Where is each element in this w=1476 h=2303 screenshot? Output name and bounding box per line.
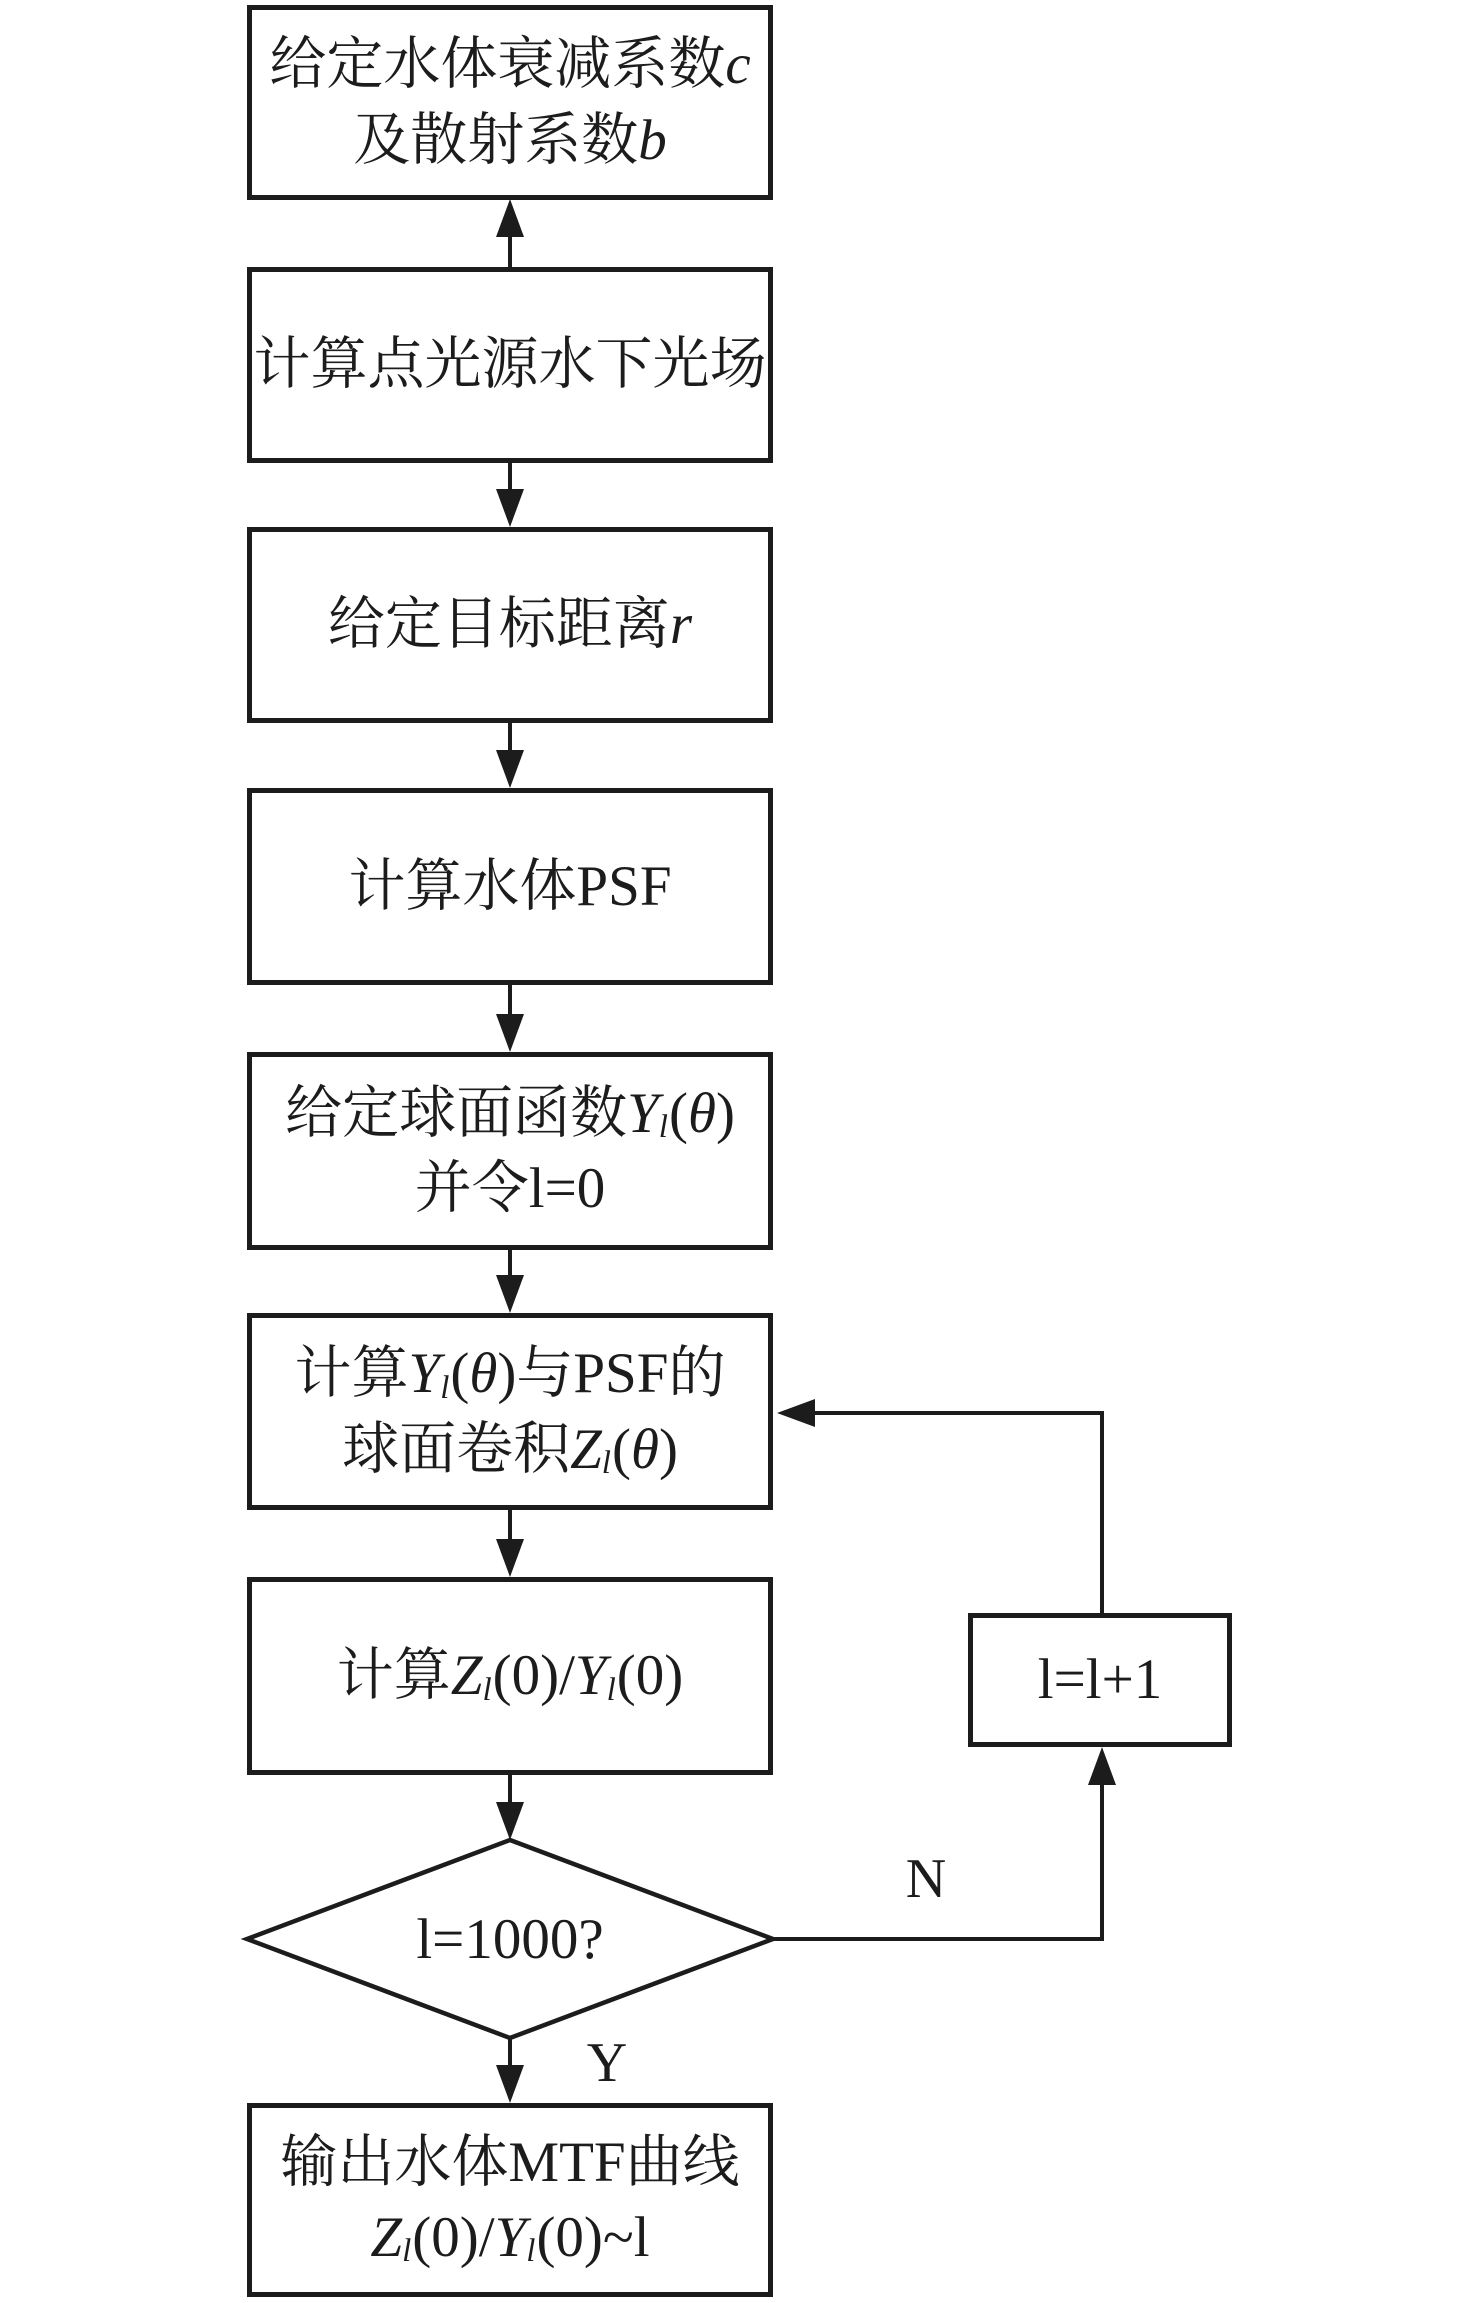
- arrow-ratio-to-decision-arrowhead: [496, 1802, 524, 1840]
- arrow-decision-to-output: [496, 2038, 524, 2103]
- arrow-spherical-function-to-convolution-arrowhead: [496, 1275, 524, 1313]
- box-compute-water-psf: [247, 788, 773, 985]
- label-branch-no: N: [905, 1848, 947, 1910]
- arrow-distance-to-psf: [496, 723, 524, 788]
- arrow-lightfield-to-distance-arrowhead: [496, 489, 524, 527]
- arrow-convolution-to-ratio-arrowhead: [496, 1539, 524, 1577]
- box-output-mtf-curve-line-1: 输出水体MTF曲线: [280, 2130, 740, 2194]
- box-compute-ratio: [247, 1577, 773, 1775]
- arrow-increment-to-convolution-line: [812, 1413, 1102, 1613]
- box-compute-spherical-convolution: [247, 1313, 773, 1510]
- arrow-spherical-function-to-convolution: [496, 1250, 524, 1313]
- box-increment-l-line-1: l=l+1: [1037, 1648, 1163, 1712]
- arrow-increment-to-convolution: [777, 1399, 1102, 1613]
- box-compute-ratio-line-1: 计算Zl(0)/Yl(0): [336, 1644, 684, 1708]
- arrow-distance-to-psf-arrowhead: [496, 750, 524, 788]
- box-compute-water-psf-line-1: 计算水体PSF: [348, 854, 672, 918]
- box-compute-underwater-light-field: [247, 267, 773, 463]
- arrow-ratio-to-decision: [496, 1775, 524, 1840]
- box-compute-spherical-convolution-line-2: 球面卷积Zl(θ): [342, 1417, 678, 1481]
- box-set-water-coefficients-line-1: 给定水体衰减系数c: [269, 33, 751, 97]
- arrow-decision-to-increment-arrowhead: [1088, 1747, 1116, 1785]
- box-set-target-distance: [247, 527, 773, 723]
- arrow-lightfield-to-coefficients: [496, 199, 524, 267]
- box-set-water-coefficients-line-2: 及散射系数b: [353, 108, 667, 172]
- box-output-mtf-curve-line-2: Zl(0)/Yl(0)~l: [370, 2206, 650, 2270]
- label-branch-yes: Y: [586, 2032, 628, 2094]
- box-increment-l: [968, 1613, 1232, 1747]
- box-compute-spherical-convolution-line-1: 计算Yl(θ)与PSF的: [294, 1342, 726, 1406]
- decision-loop-condition-label: l=1000?: [416, 1907, 604, 1971]
- arrow-psf-to-spherical-function: [496, 985, 524, 1052]
- box-set-spherical-function: [247, 1052, 773, 1250]
- arrow-psf-to-spherical-function-arrowhead: [496, 1014, 524, 1052]
- box-set-target-distance-line-1: 给定目标距离r: [327, 593, 693, 657]
- arrow-increment-to-convolution-arrowhead: [777, 1399, 815, 1427]
- box-compute-underwater-light-field-line-1: 计算点光源水下光场: [253, 333, 767, 397]
- box-set-spherical-function-line-2: 并令l=0: [414, 1157, 606, 1220]
- arrow-convolution-to-ratio: [496, 1510, 524, 1577]
- box-set-water-coefficients: [247, 5, 773, 200]
- box-output-mtf-curve: [247, 2103, 773, 2297]
- arrow-lightfield-to-coefficients-arrowhead: [496, 199, 524, 237]
- arrow-lightfield-to-distance: [496, 463, 524, 527]
- box-set-spherical-function-line-1: 给定球面函数Yl(θ): [285, 1081, 735, 1146]
- arrow-decision-to-output-arrowhead: [496, 2065, 524, 2103]
